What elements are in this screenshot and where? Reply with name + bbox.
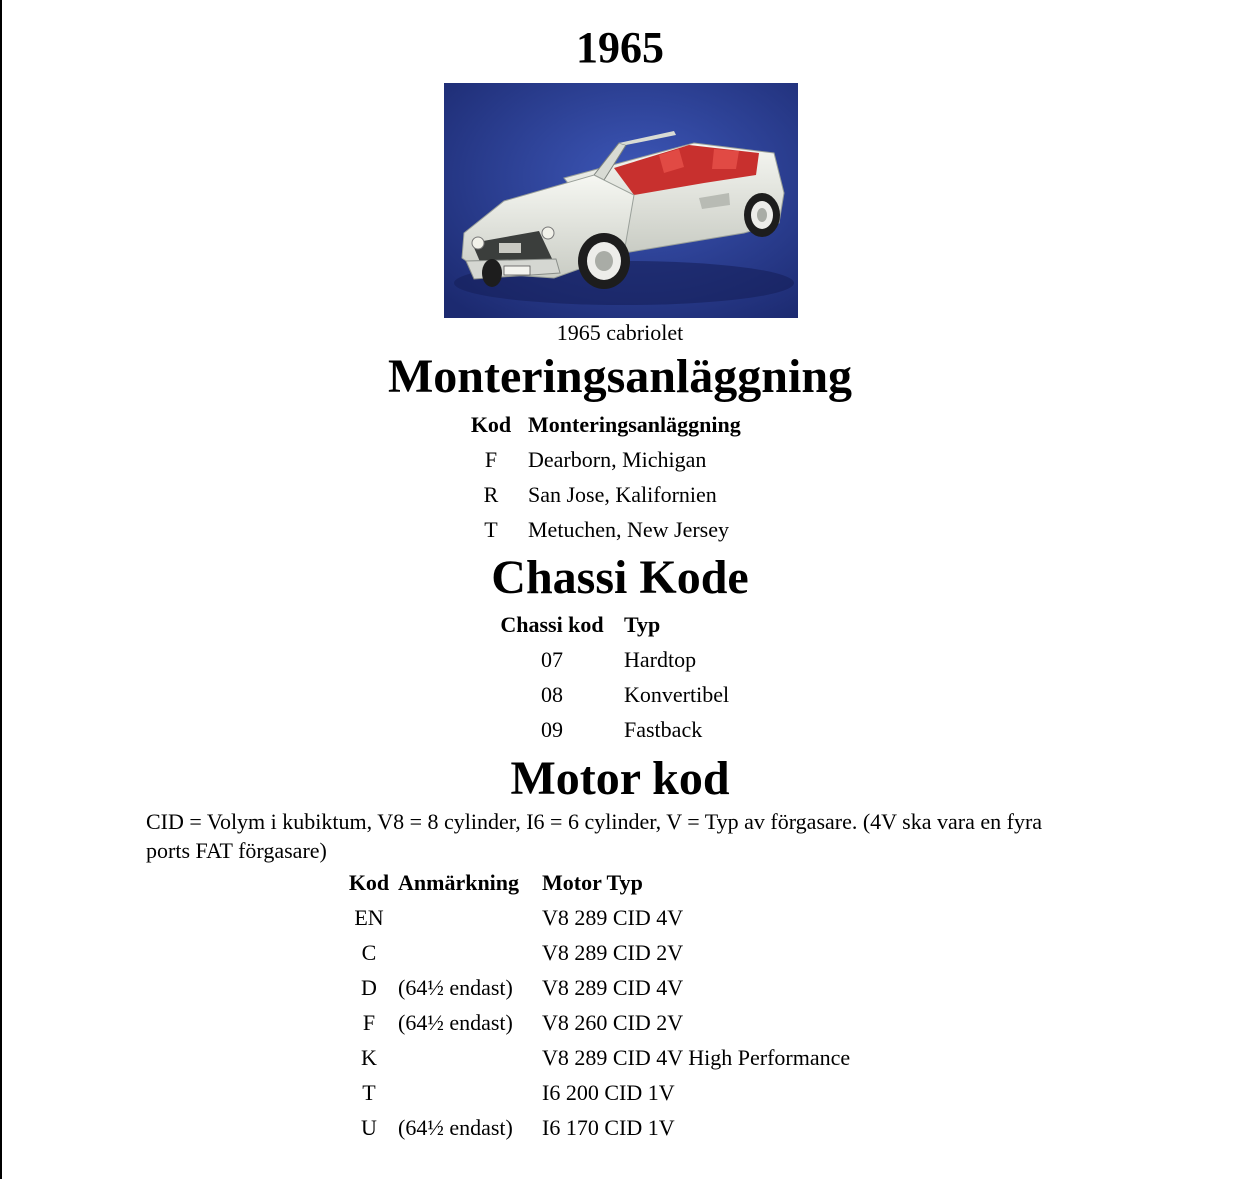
convertible-car-image xyxy=(444,83,798,318)
chassis-type: Konvertibel xyxy=(624,682,730,707)
plant-code: T xyxy=(484,517,498,542)
chassis-type: Hardtop xyxy=(624,647,697,672)
plant-name: San Jose, Kalifornien xyxy=(528,482,717,507)
column-header-plant: Monteringsanläggning xyxy=(528,412,741,437)
motor-type: V8 260 CID 2V xyxy=(542,1010,684,1035)
motor-code-explanation: CID = Volym i kubiktum, V8 = 8 cylinder, I6 = 6 cylinder, V = Typ av förgasare. (4V ska vara en fyra ports FAT förgasare) xyxy=(146,809,1043,863)
motor-code: EN xyxy=(354,905,384,930)
table-header-row xyxy=(462,407,741,442)
motor-note: (64½ endast) xyxy=(398,1010,513,1035)
motor-code: T xyxy=(362,1080,376,1105)
motor-note xyxy=(396,900,542,935)
plant-code: R xyxy=(483,482,499,507)
motor-code: D xyxy=(361,975,377,1000)
motor-note xyxy=(396,1040,542,1075)
chassis-type: Fastback xyxy=(624,717,703,742)
table-row xyxy=(342,1075,850,1110)
motor-code-heading: Motor kod xyxy=(510,752,730,805)
motor-type: V8 289 CID 4V xyxy=(542,905,684,930)
table-row xyxy=(342,1005,850,1040)
column-header-anmarkning: Anmärkning xyxy=(398,870,520,895)
table-row xyxy=(462,442,741,477)
column-header-kod: Kod xyxy=(348,870,390,895)
chassis-code-heading: Chassi Kode xyxy=(491,551,749,604)
plant-code: F xyxy=(484,447,498,472)
table-row xyxy=(490,677,729,712)
motor-type: I6 200 CID 1V xyxy=(542,1080,675,1105)
motor-note xyxy=(396,935,542,970)
motor-type: V8 289 CID 4V xyxy=(542,975,684,1000)
plant-name: Dearborn, Michigan xyxy=(528,447,707,472)
table-row xyxy=(342,935,850,970)
assembly-plant-table xyxy=(462,407,741,547)
table-header-row xyxy=(342,865,850,900)
table-row xyxy=(342,900,850,935)
motor-code: C xyxy=(361,940,377,965)
column-header-typ: Typ xyxy=(624,612,661,637)
motor-code: U xyxy=(361,1115,377,1140)
table-row xyxy=(342,1040,850,1075)
chassis-code: 09 xyxy=(541,717,563,742)
plant-name: Metuchen, New Jersey xyxy=(528,517,729,542)
column-header-kod: Kod xyxy=(470,412,512,437)
table-header-row xyxy=(490,607,729,642)
table-row xyxy=(490,642,729,677)
chassis-code: 08 xyxy=(541,682,563,707)
photo-caption: 1965 cabriolet xyxy=(556,320,684,345)
chassis-code-table xyxy=(490,607,729,747)
chassis-code: 07 xyxy=(541,647,563,672)
page-title: 1965 xyxy=(576,23,664,72)
table-row xyxy=(462,512,741,547)
motor-code: K xyxy=(361,1045,377,1070)
car-photo xyxy=(444,83,798,318)
assembly-plant-heading: Monteringsanläggning xyxy=(387,350,853,403)
column-header-chassi-kod: Chassi kod xyxy=(500,612,604,637)
table-row xyxy=(342,970,850,1005)
motor-type: V8 289 CID 2V xyxy=(542,940,684,965)
motor-type: I6 170 CID 1V xyxy=(542,1115,675,1140)
motor-note: (64½ endast) xyxy=(398,1115,513,1140)
motor-type: V8 289 CID 4V High Performance xyxy=(542,1045,851,1070)
motor-code-table xyxy=(342,865,850,1145)
column-header-motor-typ: Motor Typ xyxy=(542,870,643,895)
table-row xyxy=(342,1110,850,1145)
motor-code: F xyxy=(362,1010,376,1035)
motor-note xyxy=(396,1075,542,1110)
table-row xyxy=(490,712,729,747)
table-row xyxy=(462,477,741,512)
motor-note: (64½ endast) xyxy=(398,975,513,1000)
